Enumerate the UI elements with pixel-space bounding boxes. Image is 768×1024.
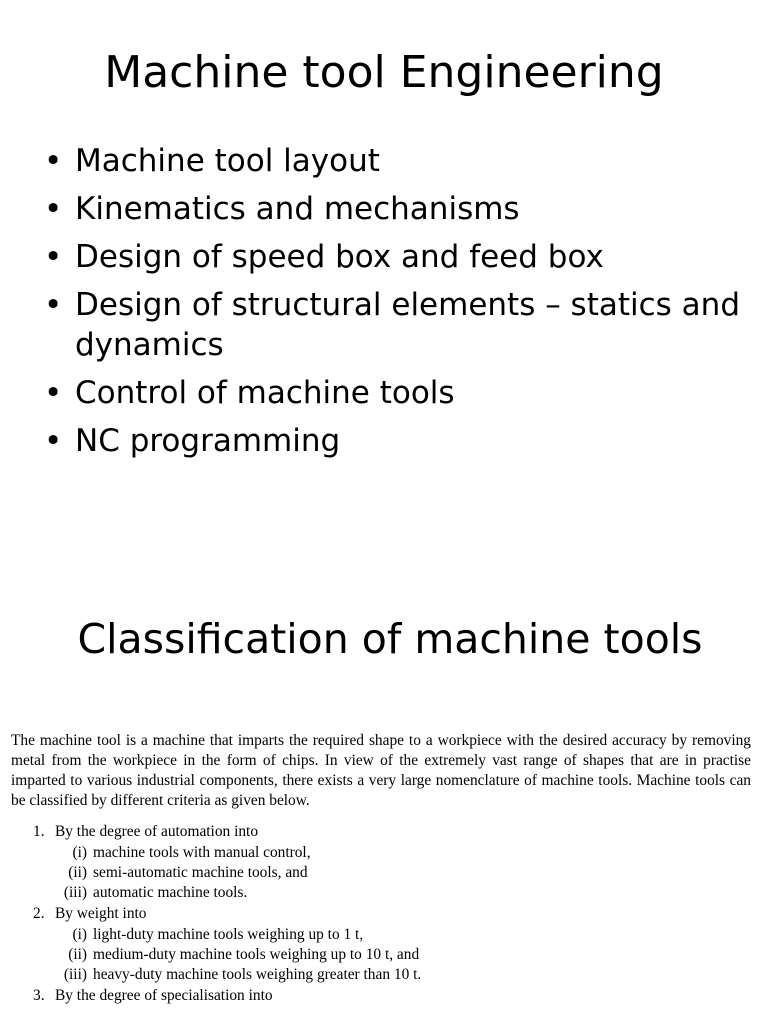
bullet-icon: •	[44, 375, 63, 411]
bullet-item: • Design of speed box and feed box	[44, 239, 604, 275]
bullet-icon: •	[44, 143, 63, 179]
numbered-item: 2. By weight into	[33, 905, 147, 922]
bullet-item: • NC programming	[44, 423, 341, 459]
intro-paragraph: The machine tool is a machine that imparts the required shape to a workpiece with the desired accuracy by removing metal from the workpiece in the form of chips. In view of the extremely vast range of shapes that are in practise imparted to various industrial components, there exists a very large nomenclature of machine tools. Machine tools can be classified by different criteria as given below.	[11, 732, 751, 809]
sub-item: (i) light-duty machine tools weighing up to 1 t,	[72, 926, 364, 943]
bullet-list	[44, 141, 744, 469]
sub-item: (ii) semi-automatic machine tools, and	[68, 864, 308, 881]
numbered-item: 3. By the degree of specialisation into	[33, 987, 273, 1004]
bullet-item: • Design of structural elements – statics and dynamics	[44, 287, 741, 363]
bullet-item: • Control of machine tools	[44, 375, 455, 411]
bullet-icon: •	[44, 191, 63, 227]
bullet-icon: •	[44, 239, 63, 275]
slide-title: Machine tool Engineering	[104, 47, 664, 98]
scanned-text-block	[11, 731, 751, 1007]
slide-title: Classification of machine tools	[77, 615, 703, 663]
numbered-item: 1. By the degree of automation into	[33, 823, 259, 840]
sub-item: (ii) medium-duty machine tools weighing up to 10 t, and	[68, 946, 420, 963]
bullet-item: • Machine tool layout	[44, 143, 380, 179]
bullet-icon: •	[44, 287, 63, 323]
sub-item: (iii) automatic machine tools.	[63, 884, 248, 901]
sub-item: (iii) heavy-duty machine tools weighing greater than 10 t.	[63, 966, 422, 983]
bullet-item: • Kinematics and mechanisms	[44, 191, 520, 227]
bullet-icon: •	[44, 423, 63, 459]
sub-item: (i) machine tools with manual control,	[72, 844, 311, 861]
